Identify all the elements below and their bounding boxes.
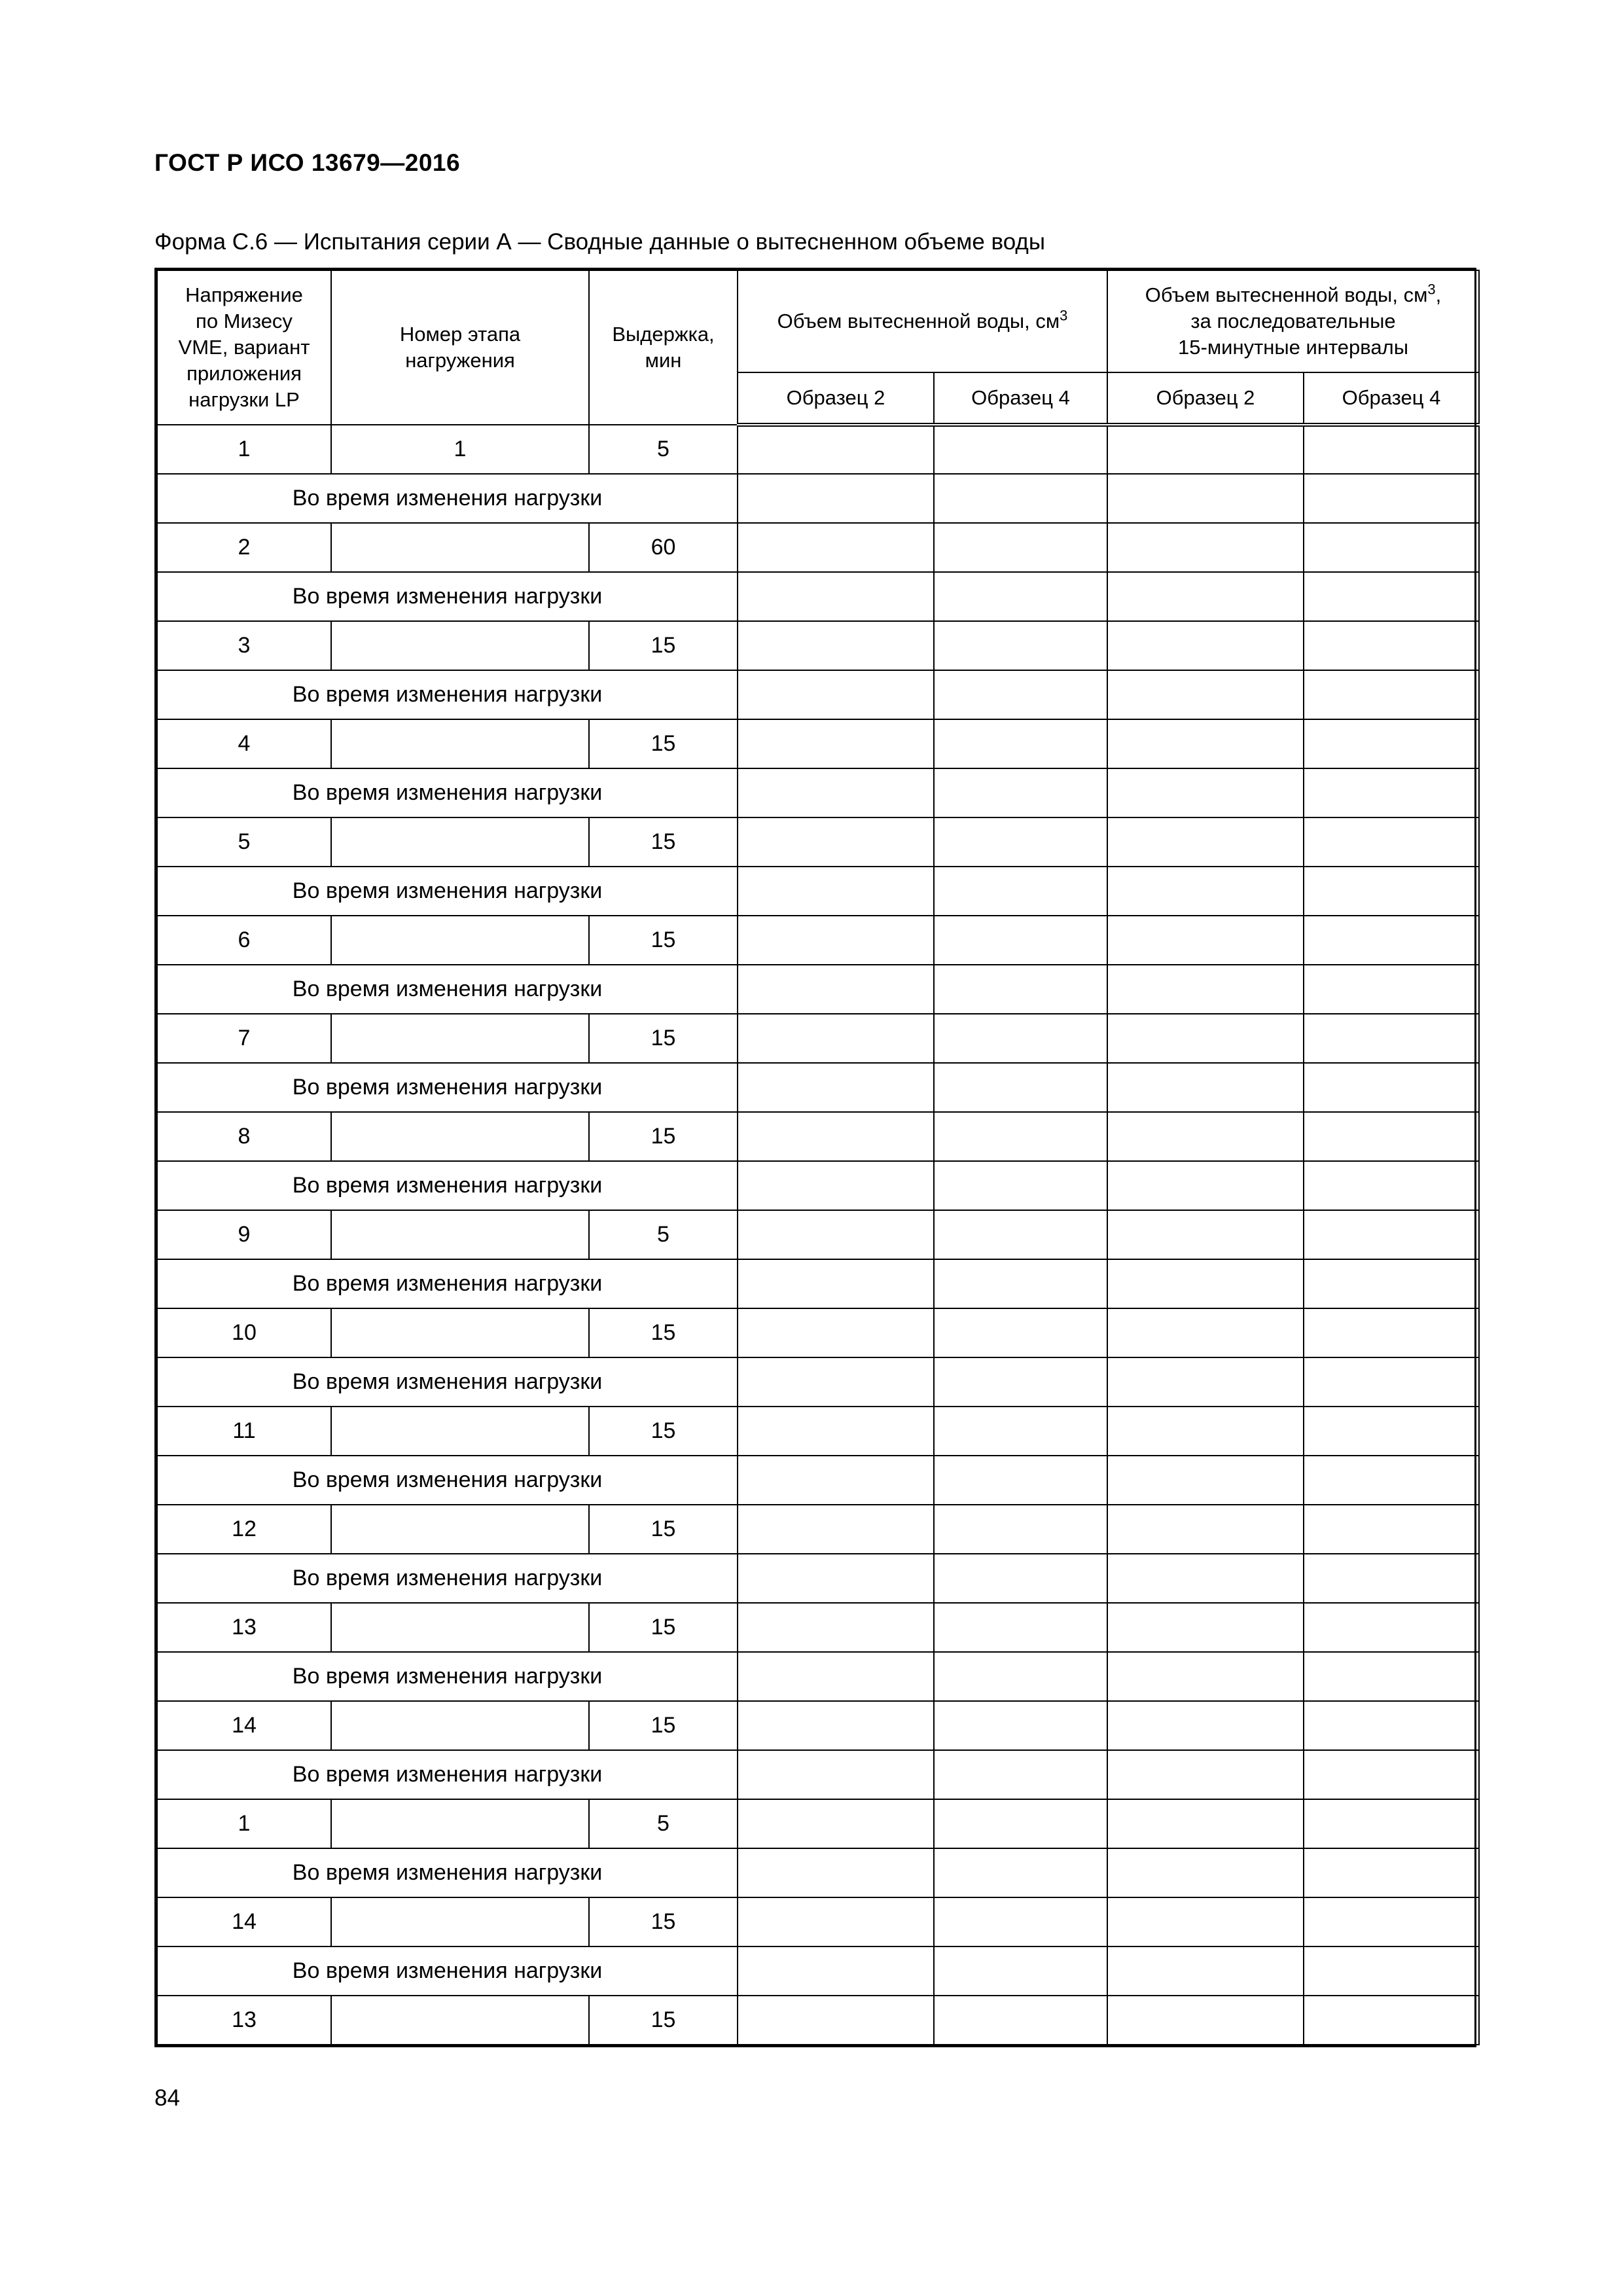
value-cell[interactable] bbox=[934, 1897, 1107, 1946]
load-change-label: Во время изменения нагрузки bbox=[157, 867, 738, 916]
table-row bbox=[157, 1308, 1479, 1357]
value-cell[interactable] bbox=[1107, 1603, 1304, 1652]
value-cell[interactable] bbox=[934, 1554, 1107, 1603]
load-change-label: Во время изменения нагрузки bbox=[157, 1750, 738, 1799]
value-cell[interactable] bbox=[1304, 1897, 1479, 1946]
value-cell[interactable] bbox=[1304, 425, 1479, 474]
value-cell[interactable] bbox=[934, 916, 1107, 965]
stage-cell bbox=[331, 916, 589, 965]
value-cell[interactable] bbox=[934, 1652, 1107, 1701]
value-cell[interactable] bbox=[1304, 1014, 1479, 1063]
value-cell[interactable] bbox=[1107, 1848, 1304, 1897]
value-cell[interactable] bbox=[1107, 1407, 1304, 1456]
hold-cell: 5 bbox=[589, 425, 738, 474]
value-cell[interactable] bbox=[934, 1799, 1107, 1848]
value-cell[interactable] bbox=[1304, 1750, 1479, 1799]
hold-cell: 15 bbox=[589, 1308, 738, 1357]
value-cell[interactable] bbox=[738, 1848, 934, 1897]
table-row bbox=[157, 621, 1479, 670]
vme-cell: 6 bbox=[157, 916, 331, 965]
value-cell[interactable] bbox=[738, 1799, 934, 1848]
value-cell[interactable] bbox=[934, 1161, 1107, 1210]
value-cell[interactable] bbox=[934, 474, 1107, 523]
value-cell[interactable] bbox=[1107, 1505, 1304, 1554]
value-cell[interactable] bbox=[738, 916, 934, 965]
value-cell[interactable] bbox=[738, 621, 934, 670]
load-change-label: Во время изменения нагрузки bbox=[157, 1259, 738, 1308]
value-cell[interactable] bbox=[1107, 1996, 1304, 2045]
value-cell[interactable] bbox=[934, 1210, 1107, 1259]
value-cell[interactable] bbox=[1107, 768, 1304, 817]
value-cell[interactable] bbox=[738, 1554, 934, 1603]
value-cell[interactable] bbox=[1107, 1456, 1304, 1505]
value-cell[interactable] bbox=[1304, 1308, 1479, 1357]
value-cell[interactable] bbox=[1304, 1652, 1479, 1701]
value-cell[interactable] bbox=[1107, 1112, 1304, 1161]
stage-cell bbox=[331, 523, 589, 572]
hold-cell: 15 bbox=[589, 1996, 738, 2045]
value-cell[interactable] bbox=[1304, 1603, 1479, 1652]
page-number: 84 bbox=[154, 2085, 180, 2111]
header-stage-number: Номер этапа нагружения bbox=[331, 270, 589, 425]
value-cell[interactable] bbox=[934, 965, 1107, 1014]
hold-cell: 60 bbox=[589, 523, 738, 572]
hold-cell: 15 bbox=[589, 1603, 738, 1652]
value-cell[interactable] bbox=[1107, 474, 1304, 523]
value-cell[interactable] bbox=[934, 1848, 1107, 1897]
value-cell[interactable] bbox=[934, 817, 1107, 867]
load-change-row bbox=[157, 1357, 1479, 1407]
load-change-label: Во время изменения нагрузки bbox=[157, 670, 738, 719]
value-cell[interactable] bbox=[934, 1259, 1107, 1308]
value-cell[interactable] bbox=[1304, 523, 1479, 572]
value-cell[interactable] bbox=[1304, 1063, 1479, 1112]
value-cell[interactable] bbox=[738, 670, 934, 719]
stage-cell bbox=[331, 1112, 589, 1161]
value-cell[interactable] bbox=[1304, 1210, 1479, 1259]
value-cell[interactable] bbox=[1304, 1996, 1479, 2045]
value-cell[interactable] bbox=[738, 1996, 934, 2045]
load-change-row bbox=[157, 1946, 1479, 1996]
table-row bbox=[157, 817, 1479, 867]
value-cell[interactable] bbox=[1107, 1308, 1304, 1357]
stage-cell bbox=[331, 1308, 589, 1357]
hold-cell: 15 bbox=[589, 621, 738, 670]
load-change-row bbox=[157, 572, 1479, 621]
table-row bbox=[157, 523, 1479, 572]
value-cell[interactable] bbox=[934, 1750, 1107, 1799]
load-change-label: Во время изменения нагрузки bbox=[157, 1554, 738, 1603]
load-change-row bbox=[157, 1456, 1479, 1505]
value-cell[interactable] bbox=[1304, 1112, 1479, 1161]
header-interval-sample-4: Образец 4 bbox=[1304, 372, 1479, 425]
stage-cell bbox=[331, 817, 589, 867]
value-cell[interactable] bbox=[1107, 1014, 1304, 1063]
value-cell[interactable] bbox=[934, 719, 1107, 768]
table-row bbox=[157, 1112, 1479, 1161]
load-change-label: Во время изменения нагрузки bbox=[157, 965, 738, 1014]
table-row bbox=[157, 1603, 1479, 1652]
value-cell[interactable] bbox=[934, 1946, 1107, 1996]
hold-cell: 15 bbox=[589, 1701, 738, 1750]
value-cell[interactable] bbox=[934, 1357, 1107, 1407]
load-change-label: Во время изменения нагрузки bbox=[157, 1652, 738, 1701]
vme-cell: 2 bbox=[157, 523, 331, 572]
hold-cell: 15 bbox=[589, 916, 738, 965]
value-cell[interactable] bbox=[1107, 1357, 1304, 1407]
value-cell[interactable] bbox=[1107, 867, 1304, 916]
value-cell[interactable] bbox=[1107, 1259, 1304, 1308]
vme-cell: 8 bbox=[157, 1112, 331, 1161]
header-sample-4: Образец 4 bbox=[934, 372, 1107, 425]
stage-cell bbox=[331, 1701, 589, 1750]
stage-cell bbox=[331, 1210, 589, 1259]
load-change-row bbox=[157, 1750, 1479, 1799]
table-row bbox=[157, 1014, 1479, 1063]
document-title: ГОСТ Р ИСО 13679—2016 bbox=[154, 149, 461, 176]
value-cell[interactable] bbox=[934, 1112, 1107, 1161]
value-cell[interactable] bbox=[1304, 572, 1479, 621]
value-cell[interactable] bbox=[1304, 965, 1479, 1014]
vme-cell: 9 bbox=[157, 1210, 331, 1259]
stage-cell bbox=[331, 1407, 589, 1456]
value-cell[interactable] bbox=[1304, 670, 1479, 719]
vme-cell: 13 bbox=[157, 1603, 331, 1652]
form-caption: Форма С.6 — Испытания серии А — Сводные данные о вытесненном объеме воды bbox=[154, 229, 1046, 255]
load-change-row bbox=[157, 1554, 1479, 1603]
hold-cell: 15 bbox=[589, 1505, 738, 1554]
vme-cell: 7 bbox=[157, 1014, 331, 1063]
value-cell[interactable] bbox=[738, 1603, 934, 1652]
value-cell[interactable] bbox=[934, 867, 1107, 916]
data-table-container bbox=[154, 268, 1476, 2047]
value-cell[interactable] bbox=[1304, 1357, 1479, 1407]
value-cell[interactable] bbox=[934, 1407, 1107, 1456]
table-row bbox=[157, 1701, 1479, 1750]
value-cell[interactable] bbox=[738, 1897, 934, 1946]
load-change-label: Во время изменения нагрузки bbox=[157, 768, 738, 817]
value-cell[interactable] bbox=[738, 1456, 934, 1505]
value-cell[interactable] bbox=[1107, 1210, 1304, 1259]
load-change-label: Во время изменения нагрузки bbox=[157, 1946, 738, 1996]
value-cell[interactable] bbox=[738, 1505, 934, 1554]
value-cell[interactable] bbox=[738, 1161, 934, 1210]
vme-cell: 14 bbox=[157, 1897, 331, 1946]
value-cell[interactable] bbox=[934, 1456, 1107, 1505]
value-cell[interactable] bbox=[738, 1701, 934, 1750]
value-cell[interactable] bbox=[738, 1063, 934, 1112]
value-cell[interactable] bbox=[934, 1063, 1107, 1112]
load-change-row bbox=[157, 1848, 1479, 1897]
table-row bbox=[157, 1996, 1479, 2045]
value-cell[interactable] bbox=[1304, 719, 1479, 768]
value-cell[interactable] bbox=[738, 1308, 934, 1357]
header-sample-2: Образец 2 bbox=[738, 372, 934, 425]
load-change-label: Во время изменения нагрузки bbox=[157, 1456, 738, 1505]
hold-cell: 15 bbox=[589, 1014, 738, 1063]
stage-cell bbox=[331, 1014, 589, 1063]
hold-cell: 15 bbox=[589, 1897, 738, 1946]
vme-cell: 11 bbox=[157, 1407, 331, 1456]
value-cell[interactable] bbox=[1107, 572, 1304, 621]
value-cell[interactable] bbox=[738, 965, 934, 1014]
value-cell[interactable] bbox=[738, 1652, 934, 1701]
load-change-label: Во время изменения нагрузки bbox=[157, 1063, 738, 1112]
table-row bbox=[157, 719, 1479, 768]
vme-cell: 12 bbox=[157, 1505, 331, 1554]
value-cell[interactable] bbox=[738, 523, 934, 572]
value-cell[interactable] bbox=[738, 474, 934, 523]
value-cell[interactable] bbox=[1107, 1701, 1304, 1750]
load-change-row bbox=[157, 1652, 1479, 1701]
header-vme: Напряжение по Мизесу VME, вариант приложения нагрузки LP bbox=[157, 270, 331, 425]
value-cell[interactable] bbox=[1304, 474, 1479, 523]
load-change-row bbox=[157, 1259, 1479, 1308]
value-cell[interactable] bbox=[1304, 817, 1479, 867]
stage-cell bbox=[331, 1603, 589, 1652]
value-cell[interactable] bbox=[934, 621, 1107, 670]
load-change-row bbox=[157, 965, 1479, 1014]
value-cell[interactable] bbox=[738, 1210, 934, 1259]
header-interval-sample-2: Образец 2 bbox=[1107, 372, 1304, 425]
value-cell[interactable] bbox=[1304, 916, 1479, 965]
value-cell[interactable] bbox=[738, 1750, 934, 1799]
value-cell[interactable] bbox=[934, 1701, 1107, 1750]
stage-cell bbox=[331, 621, 589, 670]
value-cell[interactable] bbox=[934, 1014, 1107, 1063]
vme-cell: 1 bbox=[157, 1799, 331, 1848]
hold-cell: 5 bbox=[589, 1210, 738, 1259]
value-cell[interactable] bbox=[738, 1946, 934, 1996]
table-body bbox=[157, 425, 1479, 2045]
value-cell[interactable] bbox=[1107, 1161, 1304, 1210]
value-cell[interactable] bbox=[738, 425, 934, 474]
value-cell[interactable] bbox=[1304, 1946, 1479, 1996]
value-cell[interactable] bbox=[1107, 965, 1304, 1014]
value-cell[interactable] bbox=[1107, 523, 1304, 572]
value-cell[interactable] bbox=[738, 1259, 934, 1308]
value-cell[interactable] bbox=[738, 1014, 934, 1063]
value-cell[interactable] bbox=[738, 768, 934, 817]
hold-cell: 15 bbox=[589, 1407, 738, 1456]
vme-cell: 14 bbox=[157, 1701, 331, 1750]
load-change-label: Во время изменения нагрузки bbox=[157, 1848, 738, 1897]
value-cell[interactable] bbox=[1107, 1750, 1304, 1799]
value-cell[interactable] bbox=[934, 1603, 1107, 1652]
value-cell[interactable] bbox=[1304, 1554, 1479, 1603]
vme-cell: 10 bbox=[157, 1308, 331, 1357]
value-cell[interactable] bbox=[934, 1505, 1107, 1554]
value-cell[interactable] bbox=[1304, 867, 1479, 916]
table-row bbox=[157, 1897, 1479, 1946]
hold-cell: 15 bbox=[589, 1112, 738, 1161]
value-cell[interactable] bbox=[1304, 1701, 1479, 1750]
value-cell[interactable] bbox=[1304, 621, 1479, 670]
value-cell[interactable] bbox=[738, 1112, 934, 1161]
header-displaced-volume-intervals: Объем вытесненной воды, $см^3$, за последовательные 15-минутные интервалы bbox=[1107, 270, 1479, 372]
load-change-label: Во время изменения нагрузки bbox=[157, 1357, 738, 1407]
value-cell[interactable] bbox=[1304, 768, 1479, 817]
value-cell[interactable] bbox=[738, 572, 934, 621]
value-cell[interactable] bbox=[1304, 1456, 1479, 1505]
load-change-row bbox=[157, 1161, 1479, 1210]
stage-cell: 1 bbox=[331, 425, 589, 474]
value-cell[interactable] bbox=[738, 1407, 934, 1456]
value-cell[interactable] bbox=[1304, 1799, 1479, 1848]
value-cell[interactable] bbox=[1107, 670, 1304, 719]
table-row bbox=[157, 1799, 1479, 1848]
value-cell[interactable] bbox=[1107, 425, 1304, 474]
value-cell[interactable] bbox=[1304, 1161, 1479, 1210]
value-cell[interactable] bbox=[1304, 1407, 1479, 1456]
stage-cell bbox=[331, 1996, 589, 2045]
load-change-row bbox=[157, 867, 1479, 916]
value-cell[interactable] bbox=[934, 523, 1107, 572]
value-cell[interactable] bbox=[1304, 1505, 1479, 1554]
value-cell[interactable] bbox=[1107, 1897, 1304, 1946]
data-table bbox=[156, 270, 1480, 2045]
header-hold-time: Выдержка, мин bbox=[589, 270, 738, 425]
value-cell[interactable] bbox=[1107, 719, 1304, 768]
value-cell[interactable] bbox=[1107, 1799, 1304, 1848]
value-cell[interactable] bbox=[738, 719, 934, 768]
value-cell[interactable] bbox=[934, 768, 1107, 817]
load-change-row bbox=[157, 768, 1479, 817]
stage-cell bbox=[331, 1799, 589, 1848]
value-cell[interactable] bbox=[934, 1996, 1107, 2045]
value-cell[interactable] bbox=[934, 425, 1107, 474]
load-change-label: Во время изменения нагрузки bbox=[157, 572, 738, 621]
value-cell[interactable] bbox=[738, 817, 934, 867]
value-cell[interactable] bbox=[934, 1308, 1107, 1357]
load-change-row bbox=[157, 474, 1479, 523]
table-row bbox=[157, 1505, 1479, 1554]
value-cell[interactable] bbox=[1107, 1063, 1304, 1112]
value-cell[interactable] bbox=[738, 1357, 934, 1407]
value-cell[interactable] bbox=[934, 572, 1107, 621]
table-row bbox=[157, 1407, 1479, 1456]
load-change-row bbox=[157, 670, 1479, 719]
value-cell[interactable] bbox=[1107, 817, 1304, 867]
vme-cell: 3 bbox=[157, 621, 331, 670]
table-row bbox=[157, 425, 1479, 474]
stage-cell bbox=[331, 1897, 589, 1946]
hold-cell: 15 bbox=[589, 817, 738, 867]
vme-cell: 1 bbox=[157, 425, 331, 474]
value-cell[interactable] bbox=[1107, 621, 1304, 670]
value-cell[interactable] bbox=[1107, 1554, 1304, 1603]
header-displaced-volume: Объем вытесненной воды, $см^3$ bbox=[738, 270, 1107, 372]
value-cell[interactable] bbox=[1304, 1848, 1479, 1897]
table-row bbox=[157, 1210, 1479, 1259]
vme-cell: 4 bbox=[157, 719, 331, 768]
value-cell[interactable] bbox=[738, 867, 934, 916]
value-cell[interactable] bbox=[1107, 1652, 1304, 1701]
load-change-label: Во время изменения нагрузки bbox=[157, 1161, 738, 1210]
stage-cell bbox=[331, 1505, 589, 1554]
vme-cell: 13 bbox=[157, 1996, 331, 2045]
value-cell[interactable] bbox=[1107, 916, 1304, 965]
value-cell[interactable] bbox=[934, 670, 1107, 719]
hold-cell: 5 bbox=[589, 1799, 738, 1848]
load-change-row bbox=[157, 1063, 1479, 1112]
value-cell[interactable] bbox=[1304, 1259, 1479, 1308]
hold-cell: 15 bbox=[589, 719, 738, 768]
load-change-label: Во время изменения нагрузки bbox=[157, 474, 738, 523]
vme-cell: 5 bbox=[157, 817, 331, 867]
table-row bbox=[157, 916, 1479, 965]
stage-cell bbox=[331, 719, 589, 768]
value-cell[interactable] bbox=[1107, 1946, 1304, 1996]
